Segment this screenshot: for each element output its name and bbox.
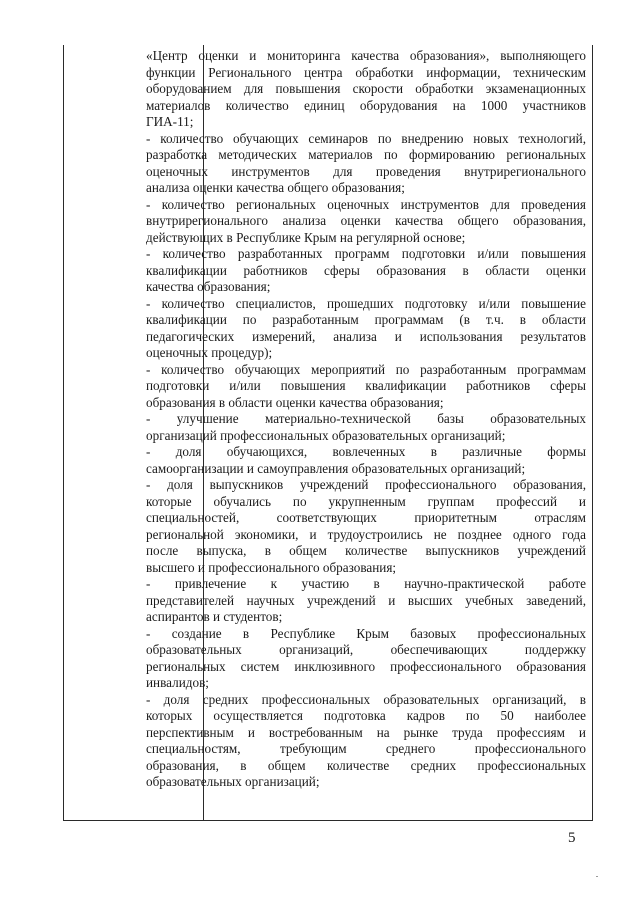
text-line: специальностей, соответствующих приоритетным отраслям: [146, 510, 586, 525]
text-line: - улучшение материально-технической базы образовательных: [146, 411, 586, 426]
text-line: оборудованием для повышения скорости обработки экзаменационных: [146, 81, 586, 96]
text-line: образования, в общем количестве средних профессиональных: [146, 757, 586, 773]
text-line: которые обучались по укрупненным группам профессий и: [146, 493, 586, 509]
text-line: разработка методических материалов по формированию региональных: [146, 147, 586, 162]
indicators-cell-text: [146, 48, 586, 791]
text-line: образовательных организаций;: [146, 774, 320, 789]
text-line: - количество обучающих мероприятий по разработанным программам: [146, 361, 586, 377]
text-line: качества образования;: [146, 279, 271, 294]
text-line: - количество разработанных программ подготовки и/или повышения: [146, 246, 586, 261]
text-line: - доля обучающихся, вовлеченных в различные формы: [146, 444, 586, 459]
text-line: оценочных инструментов для проведения внутрирегионального: [146, 163, 586, 179]
text-line: региональной экономики, и трудоустроились не позднее одного года: [146, 526, 586, 542]
text-line: перспективным и востребованным на рынке труда профессиям и: [146, 724, 586, 740]
text-line: высшего и профессионального образования;: [146, 559, 397, 575]
text-line: действующих в Республике Крым на регулярной основе;: [146, 229, 466, 245]
text-line: квалификации работников сферы образования в области оценки: [146, 262, 586, 278]
text-line: - привлечение к участию в научно-практической работе: [146, 576, 586, 591]
text-line: после выпуска, в общем количестве выпускников учреждений: [146, 543, 586, 558]
text-line: - создание в Республике Крым базовых профессиональных: [146, 625, 586, 641]
text-line: представителей научных учреждений и высших учебных заведений,: [146, 592, 586, 608]
text-line: педагогических измерений, анализа и использования результатов: [146, 328, 586, 344]
text-line: региональных систем инклюзивного профессионального образования: [146, 658, 586, 674]
text-line: ГИА-11;: [146, 114, 194, 129]
text-line: квалификации по разработанным программам (в т.ч. в области: [146, 312, 586, 327]
text-line: «Центр оценки и мониторинга качества образования», выполняющего: [146, 48, 586, 63]
text-line: организаций профессиональных образовательных организаций;: [146, 427, 506, 443]
text-line: аспирантов и студентов;: [146, 609, 283, 624]
text-line: самоорганизации и самоуправления образовательных организаций;: [146, 460, 526, 476]
text-line: - доля средних профессиональных образовательных организаций, в: [146, 691, 586, 707]
page-number: 5: [568, 830, 576, 846]
text-line: - доля выпускников учреждений профессионального образования,: [146, 477, 586, 492]
text-line: функции Регионального центра обработки информации, техническим: [146, 64, 586, 80]
text-line: - количество региональных оценочных инструментов для проведения: [146, 196, 586, 212]
text-line: - количество специалистов, прошедших подготовку и/или повышение: [146, 295, 586, 311]
text-line: подготовки и/или повышения квалификации работников сферы: [146, 378, 586, 393]
text-line: внутрирегионального анализа оценки качества общего образования,: [146, 213, 586, 228]
text-line: образования в области оценки качества образования;: [146, 394, 444, 410]
text-line: оценочных процедур);: [146, 345, 273, 360]
text-line: - количество обучающих семинаров по внедрению новых технологий,: [146, 130, 586, 146]
text-line: анализа оценки качества общего образования;: [146, 180, 405, 195]
text-line: материалов количество единиц оборудования на 1000 участников: [146, 97, 586, 113]
text-line: образовательных организаций, обеспечивающих поддержку: [146, 642, 586, 657]
text-line: специальностям, требующим среднего профессионального: [146, 741, 586, 756]
text-line: инвалидов;: [146, 675, 209, 690]
text-line: которых осуществляется подготовка кадров по 50 наиболее: [146, 708, 586, 723]
scan-speck: [596, 876, 598, 877]
